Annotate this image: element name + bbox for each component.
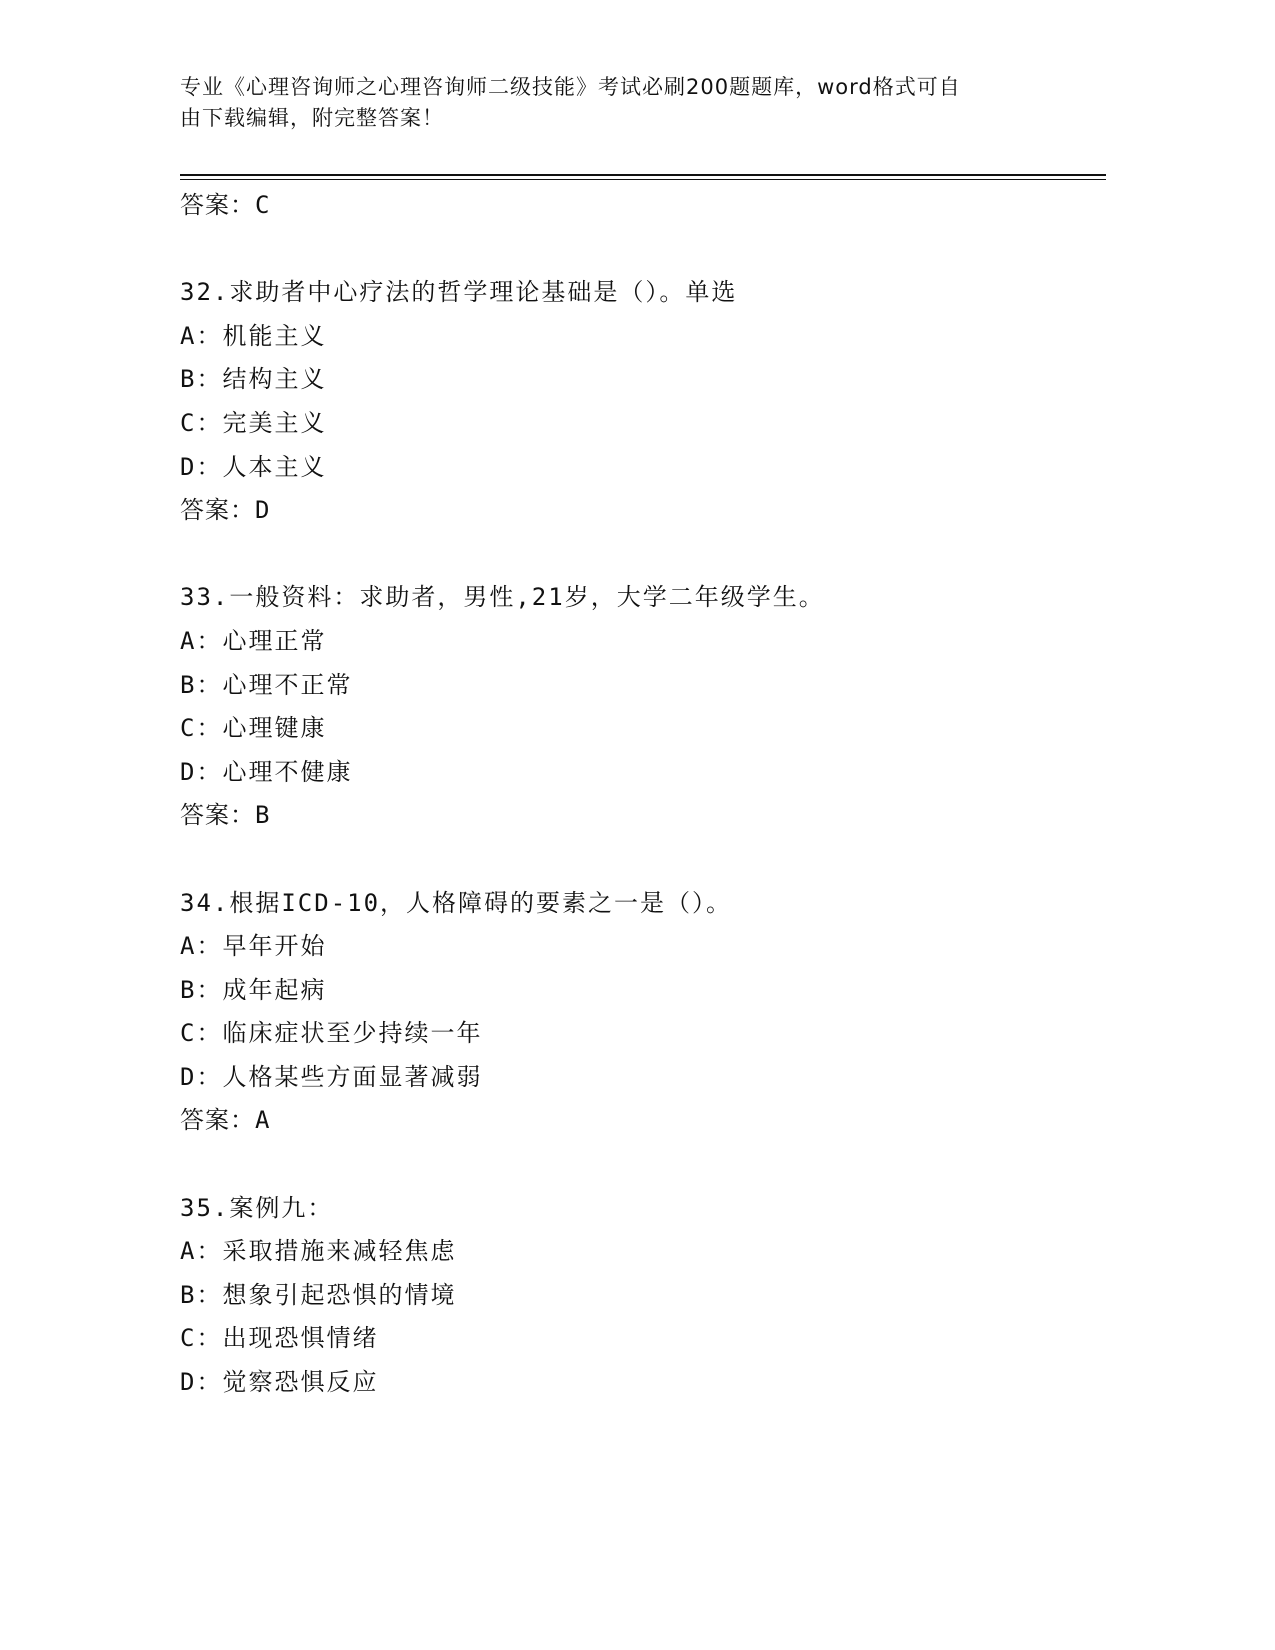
option-c: C：完美主义	[180, 408, 327, 437]
header-divider-thin	[180, 179, 1106, 180]
question-stem: 33.一般资料：求助者，男性,21岁，大学二年级学生。	[180, 583, 825, 612]
spacer	[180, 1143, 1080, 1187]
question-32	[180, 271, 1080, 533]
option-d: D：人本主义	[180, 452, 327, 481]
option-c: C：心理键康	[180, 714, 327, 743]
option-d: D：人格某些方面显著减弱	[180, 1062, 483, 1091]
option-c: C：出现恐惧情绪	[180, 1324, 379, 1353]
document-header	[180, 72, 1060, 134]
question-33	[180, 576, 1080, 838]
question-stem: 32.求助者中心疗法的哲学理论基础是（）。单选	[180, 278, 738, 307]
answer-value: C	[255, 191, 271, 219]
answer-label: 答案：	[180, 191, 255, 219]
document-body	[180, 184, 1080, 1405]
header-line-1: 专业《心理咨询师之心理咨询师二级技能》考试必刷200题题库，word格式可自	[180, 75, 961, 99]
spacer	[180, 838, 1080, 882]
option-b: B：心理不正常	[180, 670, 353, 699]
question-34	[180, 882, 1080, 1144]
option-a: A：机能主义	[180, 321, 327, 350]
answer-line	[180, 184, 1080, 228]
option-a: A：早年开始	[180, 932, 327, 961]
answer-line	[180, 794, 1080, 838]
option-b: B：成年起病	[180, 975, 327, 1004]
answer-line	[180, 489, 1080, 533]
answer-value: A	[255, 1106, 271, 1135]
option-b: B：想象引起恐惧的情境	[180, 1280, 457, 1309]
answer-label: 答案：	[180, 801, 255, 830]
question-35	[180, 1187, 1080, 1405]
header-divider-thick	[180, 174, 1106, 176]
option-b: B：结构主义	[180, 365, 327, 394]
answer-label: 答案：	[180, 496, 255, 525]
spacer	[180, 533, 1080, 577]
answer-value: D	[255, 496, 271, 525]
answer-line	[180, 1099, 1080, 1143]
answer-label: 答案：	[180, 1106, 255, 1135]
option-a: A：心理正常	[180, 626, 327, 655]
question-stem: 35.案例九：	[180, 1193, 334, 1222]
spacer	[180, 228, 1080, 272]
option-a: A：采取措施来减轻焦虑	[180, 1237, 457, 1266]
option-d: D：觉察恐惧反应	[180, 1368, 379, 1397]
answer-value: B	[255, 801, 271, 830]
option-c: C：临床症状至少持续一年	[180, 1019, 483, 1048]
header-line-2: 由下载编辑，附完整答案！	[180, 106, 444, 130]
option-d: D：心理不健康	[180, 757, 353, 786]
question-stem: 34.根据ICD-10，人格障碍的要素之一是（）。	[180, 888, 733, 917]
